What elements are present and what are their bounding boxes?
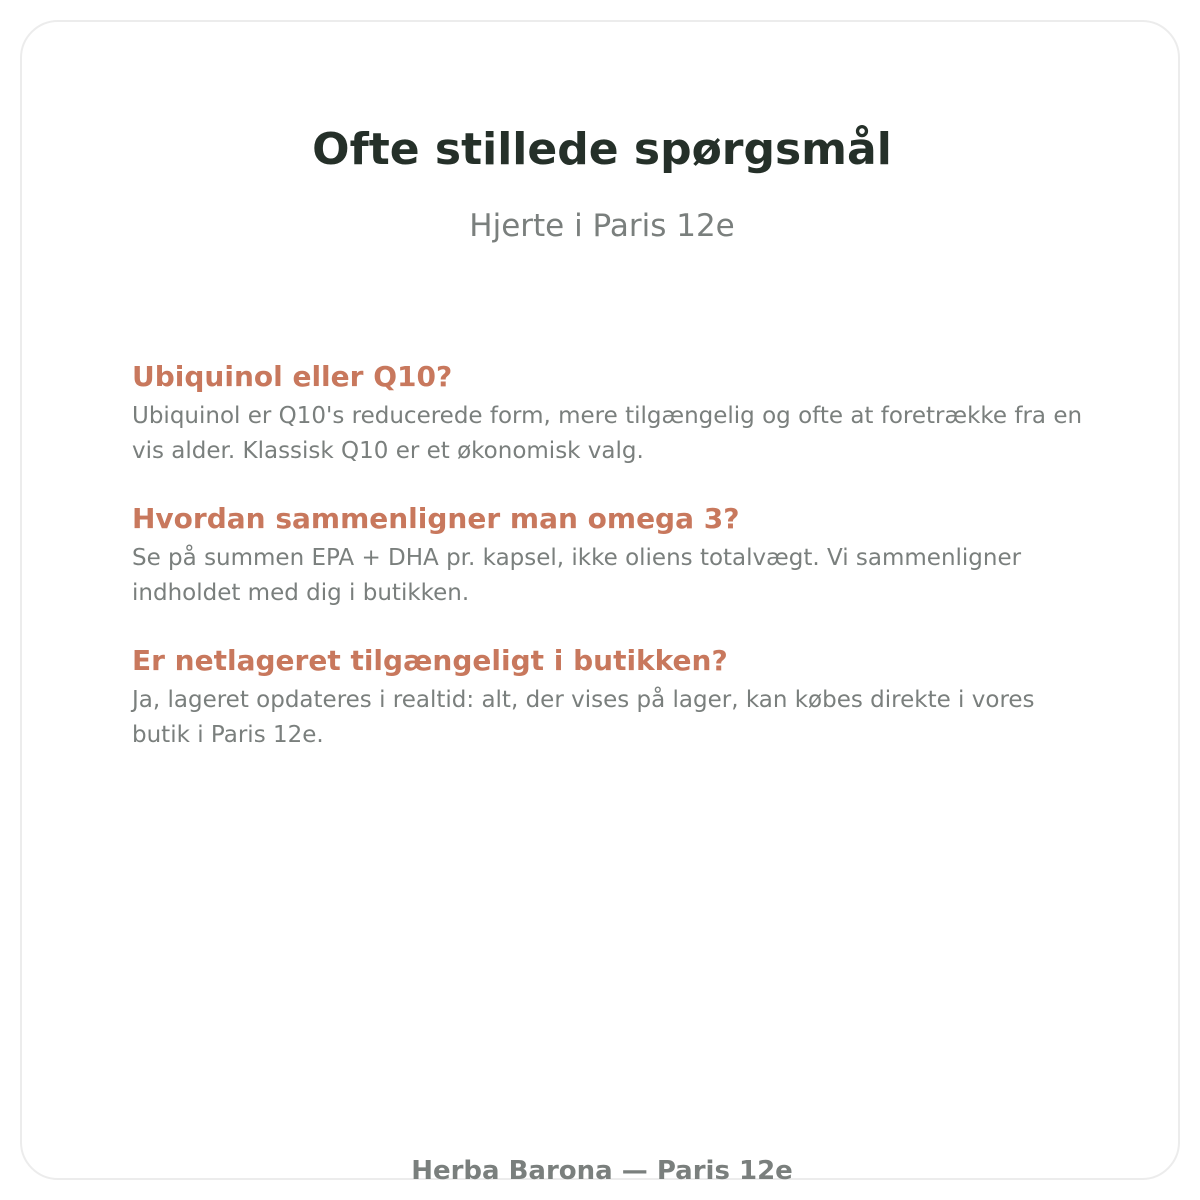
faq-list	[132, 359, 1092, 785]
faq-answer: Se på summen EPA + DHA pr. kapsel, ikke oliens totalvægt. Vi sammenligner indholdet med dig i butikken.	[132, 545, 1022, 606]
faq-question: Er netlageret tilgængeligt i butikken?	[132, 644, 728, 677]
faq-item	[132, 501, 1092, 611]
page-subtitle: Hjerte i Paris 12e	[469, 208, 735, 244]
faq-item	[132, 643, 1092, 753]
page-title: Ofte stillede spørgsmål	[312, 124, 892, 175]
footer-brand: Herba Barona — Paris 12e	[411, 1156, 793, 1186]
faq-answer: Ja, lageret opdateres i realtid: alt, der vises på lager, kan købes direkte i vores butik i Paris 12e.	[132, 687, 1035, 748]
faq-question: Ubiquinol eller Q10?	[132, 360, 453, 393]
faq-question: Hvordan sammenligner man omega 3?	[132, 502, 740, 535]
faq-answer: Ubiquinol er Q10's reducerede form, mere tilgængelig og ofte at foretrække fra en vis alder. Klassisk Q10 er et økonomisk valg.	[132, 403, 1083, 464]
faq-card	[20, 20, 1180, 1186]
faq-item	[132, 359, 1092, 469]
